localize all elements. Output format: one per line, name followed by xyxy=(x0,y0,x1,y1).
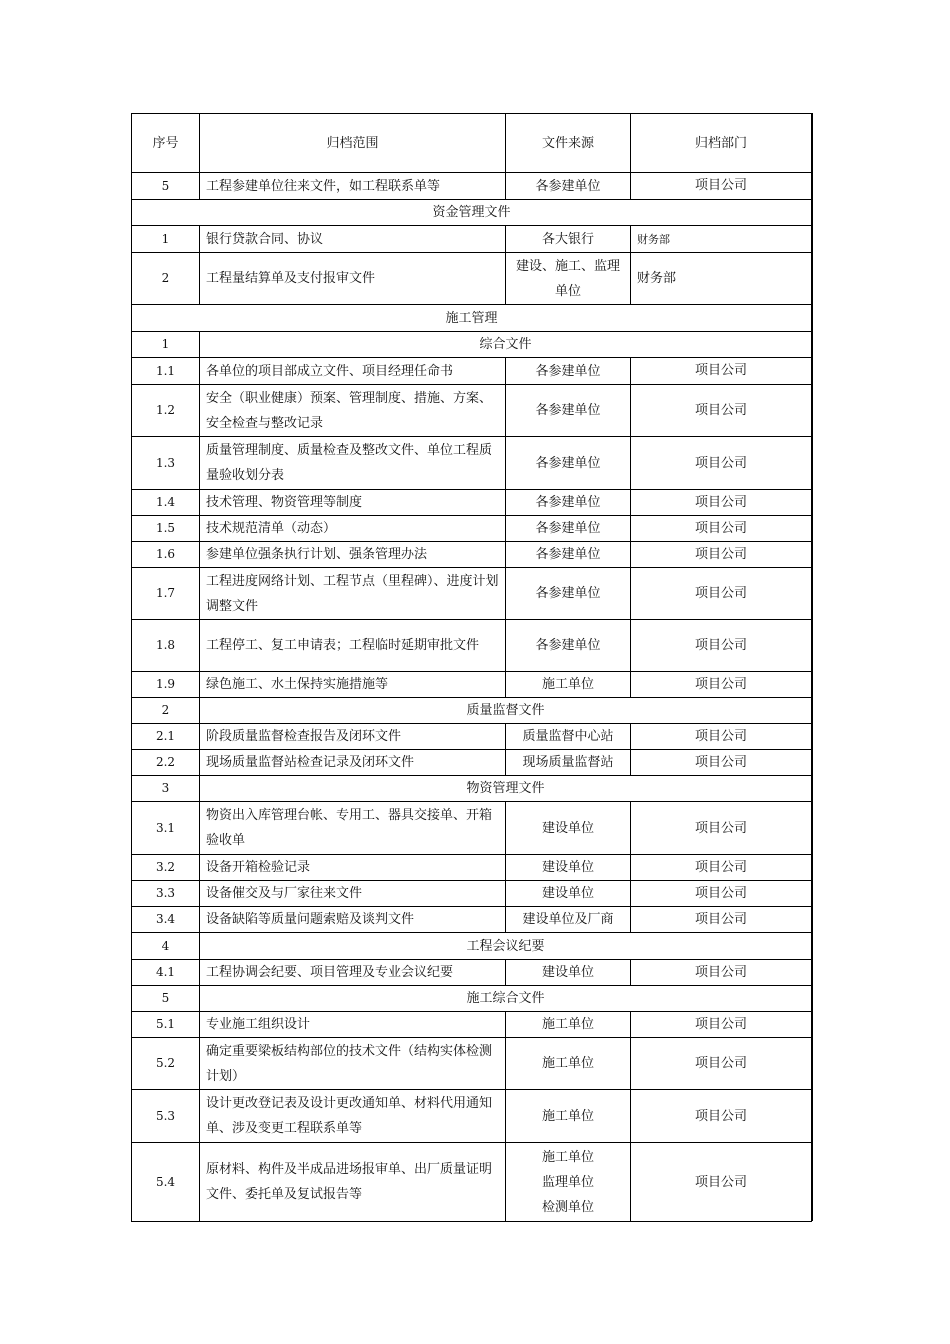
row-scope: 设备催交及与厂家往来文件 xyxy=(200,881,506,907)
row-number: 1.1 xyxy=(132,358,200,385)
table-row xyxy=(132,226,812,253)
row-scope: 工程量结算单及支付报审文件 xyxy=(200,253,506,305)
table-row xyxy=(132,173,812,200)
row-dept: 项目公司 xyxy=(631,855,812,881)
row-number: 5 xyxy=(132,986,200,1012)
row-source: 各参建单位 xyxy=(506,516,631,542)
row-number: 1.5 xyxy=(132,516,200,542)
row-number: 1.8 xyxy=(132,620,200,672)
row-source: 质量监督中心站 xyxy=(506,724,631,750)
subsection-row xyxy=(132,933,812,960)
row-dept: 项目公司 xyxy=(631,750,812,776)
archive-table xyxy=(131,113,812,1222)
table-row xyxy=(132,672,812,698)
row-source: 施工单位 xyxy=(506,672,631,698)
row-number: 1.3 xyxy=(132,437,200,490)
row-dept: 项目公司 xyxy=(631,1012,812,1038)
row-source: 各参建单位 xyxy=(506,542,631,568)
row-number: 3.1 xyxy=(132,802,200,855)
row-dept: 项目公司 xyxy=(631,960,812,986)
section-title: 施工管理 xyxy=(132,305,812,332)
table-row xyxy=(132,724,812,750)
row-scope: 设备缺陷等质量问题索赔及谈判文件 xyxy=(200,907,506,933)
row-source-line: 检测单位 xyxy=(541,1199,594,1215)
row-scope: 设备开箱检验记录 xyxy=(200,855,506,881)
row-source-line: 监理单位 xyxy=(541,1174,594,1190)
row-scope: 质量管理制度、质量检查及整改文件、单位工程质量验收划分表 xyxy=(200,437,506,490)
row-source: 现场质量监督站 xyxy=(506,750,631,776)
section-row xyxy=(132,200,812,226)
row-number: 3.4 xyxy=(132,907,200,933)
row-number: 5.1 xyxy=(132,1012,200,1038)
row-scope: 原材料、构件及半成品进场报审单、出厂质量证明文件、委托单及复试报告等 xyxy=(200,1143,506,1222)
row-source: 各参建单位 xyxy=(506,385,631,437)
row-scope: 确定重要梁板结构部位的技术文件（结构实体检测计划） xyxy=(200,1038,506,1090)
row-number: 1.9 xyxy=(132,672,200,698)
row-scope: 各单位的项目部成立文件、项目经理任命书 xyxy=(200,358,506,385)
row-source: 各大银行 xyxy=(506,226,631,253)
row-scope: 专业施工组织设计 xyxy=(200,1012,506,1038)
row-scope: 现场质量监督站检查记录及闭环文件 xyxy=(200,750,506,776)
row-dept: 项目公司 xyxy=(631,385,812,437)
table-row xyxy=(132,253,812,305)
table-row xyxy=(132,568,812,620)
row-number: 3.2 xyxy=(132,855,200,881)
table-row xyxy=(132,907,812,933)
table-row xyxy=(132,802,812,855)
row-dept: 项目公司 xyxy=(631,620,812,672)
row-number: 4.1 xyxy=(132,960,200,986)
row-source: 建设单位 xyxy=(506,855,631,881)
table-row xyxy=(132,1090,812,1143)
row-source: 建设单位 xyxy=(506,802,631,855)
header-dept: 归档部门 xyxy=(631,114,812,173)
table-row xyxy=(132,1038,812,1090)
row-source: 各参建单位 xyxy=(506,173,631,200)
row-dept: 项目公司 xyxy=(631,1143,812,1222)
table-row xyxy=(132,855,812,881)
table-header-row xyxy=(132,114,812,173)
row-number: 1 xyxy=(132,226,200,253)
row-dept: 财务部 xyxy=(631,226,812,253)
row-source: 各参建单位 xyxy=(506,568,631,620)
table-row xyxy=(132,1143,812,1222)
table-right-edge xyxy=(812,113,813,1221)
row-source-line: 施工单位 xyxy=(541,1149,594,1165)
row-number: 5.3 xyxy=(132,1090,200,1143)
row-source: 各参建单位 xyxy=(506,437,631,490)
row-number: 4 xyxy=(132,933,200,960)
subsection-row xyxy=(132,776,812,802)
header-source: 文件来源 xyxy=(506,114,631,173)
row-dept: 项目公司 xyxy=(631,516,812,542)
row-scope: 工程进度网络计划、工程节点（里程碑）、进度计划调整文件 xyxy=(200,568,506,620)
row-number: 2 xyxy=(132,253,200,305)
row-source: 各参建单位 xyxy=(506,620,631,672)
row-source: 建设单位及厂商 xyxy=(506,907,631,933)
row-number: 1.6 xyxy=(132,542,200,568)
row-dept: 项目公司 xyxy=(631,358,812,385)
table-row xyxy=(132,750,812,776)
row-scope: 工程参建单位往来文件，如工程联系单等 xyxy=(200,173,506,200)
row-dept: 项目公司 xyxy=(631,907,812,933)
row-dept: 项目公司 xyxy=(631,802,812,855)
row-scope: 绿色施工、水土保持实施措施等 xyxy=(200,672,506,698)
table-row xyxy=(132,881,812,907)
row-source: 施工单位 xyxy=(506,1038,631,1090)
row-source: 建设单位 xyxy=(506,960,631,986)
section-title: 资金管理文件 xyxy=(132,200,812,226)
row-dept: 项目公司 xyxy=(631,490,812,516)
subsection-title: 物资管理文件 xyxy=(200,776,812,802)
row-scope: 工程协调会纪要、项目管理及专业会议纪要 xyxy=(200,960,506,986)
section-row xyxy=(132,305,812,332)
row-source: 施工单位 xyxy=(506,1090,631,1143)
table-row xyxy=(132,437,812,490)
row-number: 1 xyxy=(132,332,200,358)
row-dept: 项目公司 xyxy=(631,568,812,620)
header-seq: 序号 xyxy=(132,114,200,173)
row-source: 施工单位 xyxy=(506,1012,631,1038)
subsection-title: 综合文件 xyxy=(200,332,812,358)
row-number: 2.1 xyxy=(132,724,200,750)
table-row xyxy=(132,620,812,672)
row-scope: 阶段质量监督检查报告及闭环文件 xyxy=(200,724,506,750)
row-number: 5.4 xyxy=(132,1143,200,1222)
row-dept: 项目公司 xyxy=(631,1090,812,1143)
table-row xyxy=(132,358,812,385)
row-dept: 项目公司 xyxy=(631,542,812,568)
row-number: 1.4 xyxy=(132,490,200,516)
row-scope: 技术规范清单（动态） xyxy=(200,516,506,542)
row-source: 建设、施工、监理单位 xyxy=(506,253,631,305)
row-scope: 银行贷款合同、协议 xyxy=(200,226,506,253)
table-row xyxy=(132,1012,812,1038)
subsection-title: 工程会议纪要 xyxy=(200,933,812,960)
row-number: 1.2 xyxy=(132,385,200,437)
subsection-title: 施工综合文件 xyxy=(200,986,812,1012)
row-scope: 技术管理、物资管理等制度 xyxy=(200,490,506,516)
row-dept: 财务部 xyxy=(631,253,812,305)
row-scope: 物资出入库管理台帐、专用工、器具交接单、开箱验收单 xyxy=(200,802,506,855)
row-source: 建设单位 xyxy=(506,881,631,907)
subsection-title: 质量监督文件 xyxy=(200,698,812,724)
row-source: 各参建单位 xyxy=(506,358,631,385)
row-scope: 工程停工、复工申请表；工程临时延期审批文件 xyxy=(200,620,506,672)
row-dept: 项目公司 xyxy=(631,672,812,698)
row-number: 3 xyxy=(132,776,200,802)
row-number: 5.2 xyxy=(132,1038,200,1090)
table-row xyxy=(132,490,812,516)
table-row xyxy=(132,516,812,542)
row-number: 5 xyxy=(132,173,200,200)
row-number: 1.7 xyxy=(132,568,200,620)
subsection-row xyxy=(132,332,812,358)
table-row xyxy=(132,960,812,986)
row-dept: 项目公司 xyxy=(631,1038,812,1090)
row-number: 3.3 xyxy=(132,881,200,907)
row-number: 2.2 xyxy=(132,750,200,776)
table-row xyxy=(132,542,812,568)
row-number: 2 xyxy=(132,698,200,724)
row-dept: 项目公司 xyxy=(631,724,812,750)
row-source xyxy=(506,1143,631,1222)
row-scope: 参建单位强条执行计划、强条管理办法 xyxy=(200,542,506,568)
row-scope: 设计更改登记表及设计更改通知单、材料代用通知单、涉及变更工程联系单等 xyxy=(200,1090,506,1143)
table-row xyxy=(132,385,812,437)
row-dept: 项目公司 xyxy=(631,881,812,907)
header-scope: 归档范围 xyxy=(200,114,506,173)
row-scope: 安全（职业健康）预案、管理制度、措施、方案、安全检查与整改记录 xyxy=(200,385,506,437)
row-source: 各参建单位 xyxy=(506,490,631,516)
row-dept: 项目公司 xyxy=(631,437,812,490)
subsection-row xyxy=(132,698,812,724)
row-dept: 项目公司 xyxy=(631,173,812,200)
subsection-row xyxy=(132,986,812,1012)
